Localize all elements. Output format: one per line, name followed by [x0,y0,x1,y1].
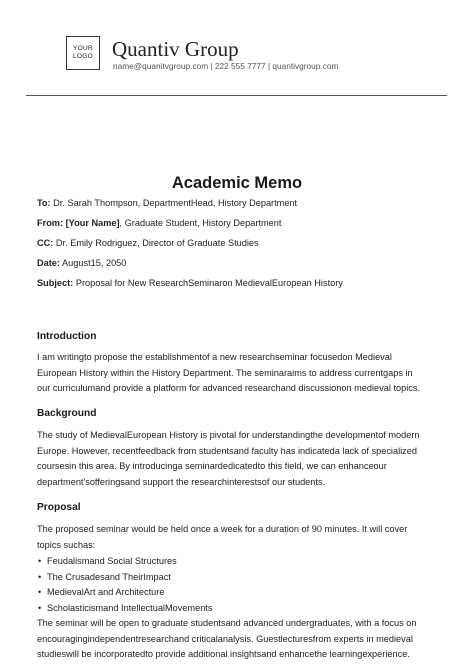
paragraph-line: department'sofferingsand support the researchinterestsof our students. [37,476,326,487]
date-value: August15, 2050 [62,258,127,268]
section-heading-background: Background [37,408,97,419]
list-item-text: Scholasticismand IntellectualMovements [47,602,213,613]
subject-value: Proposal for New ResearchSeminaron MedievalEuropean History [75,278,343,288]
header-divider [26,95,447,96]
cc-label: CC: [37,238,54,248]
to-label: To: [37,198,51,208]
list-item [37,554,212,570]
memo-subject-line [37,278,343,288]
paragraph-line: our curriculumand provide a platform for advanced researchand discussionon medieval topics. [37,383,421,393]
memo-title: Academic Memo [171,174,303,192]
logo-placeholder [66,36,100,70]
list-item [37,601,212,617]
proposal-closing-paragraph [37,616,442,663]
bullet-icon: • [38,587,42,598]
list-item-text: Feudalismand Social Structures [47,556,177,566]
list-item-text: The Crusadesand TheirImpact [47,571,171,582]
proposal-paragraph [37,522,442,553]
list-item [37,570,212,586]
introduction-paragraph [37,350,442,397]
paragraph-line: The proposed seminar would be held once a week for a duration of 90 minutes. It will cover [37,524,408,534]
to-value: Dr. Sarah Thompson, DepartmentHead, History Department [53,198,298,208]
paragraph-line: The study of MedievalEuropean History is pivotal for understandingthe developmentof modern [37,430,420,440]
section-heading-introduction: Introduction [37,331,97,342]
memo-to-line [37,198,297,208]
company-name: Quantiv Group [112,37,239,61]
logo-text-line2: LOGO [73,53,93,60]
memo-cc-line [37,238,259,248]
memo-from-line [37,218,281,228]
logo-text-line1: YOUR [73,45,93,52]
paragraph-line: topics suchas: [37,539,96,550]
bullet-icon: • [38,571,42,582]
paragraph-line: The seminar will be open to graduate studentsand advanced undergraduates, with a focus on [37,618,417,628]
list-item-text: MedievalArt and Architecture [47,587,165,598]
paragraph-line: coursesin this area. By introducinga seminardedicatedto this field, we can enhanceour [37,461,387,471]
list-item [37,585,212,601]
cc-value: Dr. Emily Rodriguez, Director of Graduate Studies [55,238,259,248]
bullet-icon: • [38,556,42,566]
subject-label: Subject: [37,278,74,288]
background-paragraph [37,428,442,490]
date-label: Date: [37,258,60,268]
paragraph-line: European History within the History Department. The seminaraims to address currentgaps in [37,367,413,378]
bullet-icon: • [38,602,42,613]
proposal-topic-list [37,554,212,616]
paragraph-line: I am writingto propose the establishmentof a new researchseminar focusedon Medieval [37,352,392,362]
paragraph-line: Europe. However, recentfeedback from studentsand faculty has indicateda lack of specialized [37,445,417,456]
section-heading-proposal: Proposal [37,502,81,513]
from-value: , Graduate Student, History Department [119,218,282,228]
paragraph-line: encouragingindependentresearchand criticalanalysis. Guestlecturesfrom experts in medieval [37,633,413,644]
paragraph-line: studieswill be incorporatedto provide additional insightsand enhancethe learningexperience. [37,649,410,659]
memo-date-line [37,258,126,268]
from-name: [Your Name] [65,218,120,228]
from-label: From: [37,218,64,228]
contact-info: name@quanitvgroup.com | 222 555 7777 | quantivgroup.com [113,61,339,71]
